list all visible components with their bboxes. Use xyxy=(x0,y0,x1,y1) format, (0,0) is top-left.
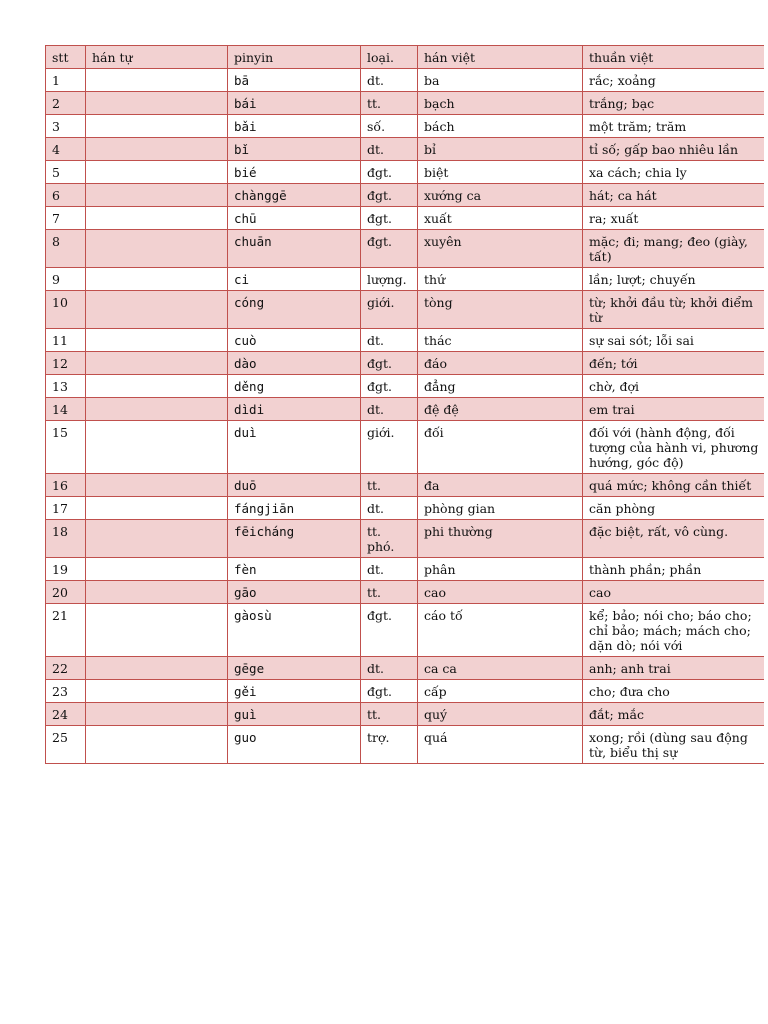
cell-han-viet: bách xyxy=(418,115,583,138)
cell-thuan-viet: sự sai sót; lỗi sai xyxy=(583,329,765,352)
table-row xyxy=(46,92,765,115)
cell-stt: 12 xyxy=(46,352,86,375)
cell-han-viet: phân xyxy=(418,558,583,581)
cell-thuan-viet: tỉ số; gấp bao nhiêu lần xyxy=(583,138,765,161)
cell-stt: 22 xyxy=(46,657,86,680)
cell-han-viet: xuyên xyxy=(418,230,583,268)
cell-han-tu xyxy=(86,657,228,680)
cell-han-viet: thứ xyxy=(418,268,583,291)
cell-thuan-viet: thành phần; phần xyxy=(583,558,765,581)
cell-han-viet: cáo tố xyxy=(418,604,583,657)
cell-han-tu xyxy=(86,69,228,92)
table-row xyxy=(46,657,765,680)
header-han-tu: hán tự xyxy=(86,46,228,69)
cell-stt: 4 xyxy=(46,138,86,161)
cell-han-viet: cao xyxy=(418,581,583,604)
cell-thuan-viet: hát; ca hát xyxy=(583,184,765,207)
cell-han-tu xyxy=(86,703,228,726)
cell-han-viet: xuất xyxy=(418,207,583,230)
cell-stt: 11 xyxy=(46,329,86,352)
cell-han-tu xyxy=(86,184,228,207)
table-row xyxy=(46,115,765,138)
table-row xyxy=(46,398,765,421)
cell-stt: 1 xyxy=(46,69,86,92)
cell-loai: dt. xyxy=(361,329,418,352)
cell-han-viet: phi thường xyxy=(418,520,583,558)
cell-loai: dt. xyxy=(361,138,418,161)
cell-han-viet: thác xyxy=(418,329,583,352)
cell-han-tu xyxy=(86,291,228,329)
cell-loai: giới. xyxy=(361,291,418,329)
table-row xyxy=(46,703,765,726)
cell-pinyin: bǐ xyxy=(228,138,361,161)
cell-thuan-viet: em trai xyxy=(583,398,765,421)
table-row xyxy=(46,138,765,161)
table-row xyxy=(46,161,765,184)
cell-han-tu xyxy=(86,115,228,138)
cell-loai: dt. xyxy=(361,657,418,680)
cell-thuan-viet: đối với (hành động, đối tượng của hành vi, phương hướng, góc độ) xyxy=(583,421,765,474)
cell-stt: 5 xyxy=(46,161,86,184)
cell-thuan-viet: rắc; xoảng xyxy=(583,69,765,92)
cell-loai: đgt. xyxy=(361,352,418,375)
table-row xyxy=(46,474,765,497)
cell-han-tu xyxy=(86,497,228,520)
cell-pinyin: chuān xyxy=(228,230,361,268)
cell-loai: đgt. xyxy=(361,207,418,230)
vocabulary-table xyxy=(45,45,764,764)
cell-han-viet: quá xyxy=(418,726,583,764)
cell-pinyin: fēicháng xyxy=(228,520,361,558)
cell-thuan-viet: kể; bảo; nói cho; báo cho; chỉ bảo; mách; mách cho; dặn dò; nói với xyxy=(583,604,765,657)
cell-loai: giới. xyxy=(361,421,418,474)
cell-thuan-viet: cho; đưa cho xyxy=(583,680,765,703)
cell-han-viet: bạch xyxy=(418,92,583,115)
cell-pinyin: duō xyxy=(228,474,361,497)
cell-thuan-viet: trắng; bạc xyxy=(583,92,765,115)
table-row xyxy=(46,680,765,703)
cell-loai: tt. xyxy=(361,703,418,726)
cell-han-viet: đệ đệ xyxy=(418,398,583,421)
cell-han-viet: biệt xyxy=(418,161,583,184)
cell-stt: 14 xyxy=(46,398,86,421)
cell-han-tu xyxy=(86,352,228,375)
cell-han-viet: bỉ xyxy=(418,138,583,161)
cell-han-tu xyxy=(86,680,228,703)
table-row xyxy=(46,497,765,520)
cell-han-viet: ca ca xyxy=(418,657,583,680)
cell-stt: 15 xyxy=(46,421,86,474)
cell-pinyin: bái xyxy=(228,92,361,115)
cell-loai: tt. phó. xyxy=(361,520,418,558)
cell-pinyin: gēge xyxy=(228,657,361,680)
cell-stt: 6 xyxy=(46,184,86,207)
cell-stt: 17 xyxy=(46,497,86,520)
cell-stt: 8 xyxy=(46,230,86,268)
cell-stt: 20 xyxy=(46,581,86,604)
header-loai: loại. xyxy=(361,46,418,69)
cell-han-viet: xướng ca xyxy=(418,184,583,207)
cell-loai: tt. xyxy=(361,474,418,497)
cell-han-tu xyxy=(86,375,228,398)
cell-pinyin: bā xyxy=(228,69,361,92)
cell-han-viet: tòng xyxy=(418,291,583,329)
cell-stt: 16 xyxy=(46,474,86,497)
cell-thuan-viet: anh; anh trai xyxy=(583,657,765,680)
cell-loai: đgt. xyxy=(361,604,418,657)
cell-han-tu xyxy=(86,581,228,604)
table-row xyxy=(46,291,765,329)
table-row xyxy=(46,581,765,604)
cell-han-tu xyxy=(86,474,228,497)
cell-stt: 7 xyxy=(46,207,86,230)
cell-pinyin: gāo xyxy=(228,581,361,604)
cell-pinyin: chànggē xyxy=(228,184,361,207)
cell-stt: 9 xyxy=(46,268,86,291)
cell-thuan-viet: chờ, đợi xyxy=(583,375,765,398)
cell-pinyin: ci xyxy=(228,268,361,291)
cell-han-tu xyxy=(86,329,228,352)
cell-loai: trợ. xyxy=(361,726,418,764)
cell-pinyin: gěi xyxy=(228,680,361,703)
cell-thuan-viet: từ; khởi đầu từ; khởi điểm từ xyxy=(583,291,765,329)
cell-thuan-viet: ra; xuất xyxy=(583,207,765,230)
table-row xyxy=(46,184,765,207)
cell-stt: 25 xyxy=(46,726,86,764)
cell-thuan-viet: quá mức; không cần thiết xyxy=(583,474,765,497)
cell-han-tu xyxy=(86,421,228,474)
cell-thuan-viet: căn phòng xyxy=(583,497,765,520)
cell-pinyin: gàosù xyxy=(228,604,361,657)
cell-han-viet: đa xyxy=(418,474,583,497)
cell-han-tu xyxy=(86,268,228,291)
cell-han-tu xyxy=(86,520,228,558)
cell-pinyin: bié xyxy=(228,161,361,184)
cell-han-tu xyxy=(86,230,228,268)
cell-loai: đgt. xyxy=(361,184,418,207)
cell-stt: 24 xyxy=(46,703,86,726)
table-row xyxy=(46,726,765,764)
table-row xyxy=(46,329,765,352)
table-body xyxy=(46,69,765,764)
cell-han-viet: đẳng xyxy=(418,375,583,398)
table-row xyxy=(46,268,765,291)
table-row xyxy=(46,375,765,398)
header-han-viet: hán việt xyxy=(418,46,583,69)
vocabulary-page xyxy=(45,45,764,963)
table-row xyxy=(46,230,765,268)
cell-han-tu xyxy=(86,398,228,421)
cell-thuan-viet: xa cách; chia ly xyxy=(583,161,765,184)
cell-loai: tt. xyxy=(361,581,418,604)
cell-pinyin: chū xyxy=(228,207,361,230)
cell-loai: đgt. xyxy=(361,230,418,268)
cell-han-tu xyxy=(86,726,228,764)
table-row xyxy=(46,520,765,558)
cell-pinyin: guo xyxy=(228,726,361,764)
header-thuan-viet: thuần việt xyxy=(583,46,765,69)
cell-stt: 18 xyxy=(46,520,86,558)
cell-stt: 23 xyxy=(46,680,86,703)
cell-loai: dt. xyxy=(361,398,418,421)
cell-loai: dt. xyxy=(361,497,418,520)
cell-thuan-viet: mặc; đi; mang; đeo (giày, tất) xyxy=(583,230,765,268)
cell-han-tu xyxy=(86,604,228,657)
cell-thuan-viet: xong; rồi (dùng sau động từ, biểu thị sự xyxy=(583,726,765,764)
cell-han-viet: đối xyxy=(418,421,583,474)
cell-pinyin: cuò xyxy=(228,329,361,352)
header-pinyin: pinyin xyxy=(228,46,361,69)
cell-pinyin: duì xyxy=(228,421,361,474)
cell-han-tu xyxy=(86,92,228,115)
cell-han-viet: phòng gian xyxy=(418,497,583,520)
cell-loai: đgt. xyxy=(361,680,418,703)
cell-loai: số. xyxy=(361,115,418,138)
cell-loai: đgt. xyxy=(361,375,418,398)
table-row xyxy=(46,352,765,375)
cell-stt: 3 xyxy=(46,115,86,138)
cell-pinyin: děng xyxy=(228,375,361,398)
cell-han-tu xyxy=(86,161,228,184)
table-row xyxy=(46,69,765,92)
cell-stt: 19 xyxy=(46,558,86,581)
cell-loai: dt. xyxy=(361,69,418,92)
cell-loai: tt. xyxy=(361,92,418,115)
cell-han-viet: đáo xyxy=(418,352,583,375)
table-row xyxy=(46,558,765,581)
cell-han-tu xyxy=(86,207,228,230)
cell-thuan-viet: một trăm; trăm xyxy=(583,115,765,138)
cell-stt: 13 xyxy=(46,375,86,398)
table-row xyxy=(46,604,765,657)
cell-thuan-viet: cao xyxy=(583,581,765,604)
cell-pinyin: guì xyxy=(228,703,361,726)
cell-han-tu xyxy=(86,558,228,581)
cell-han-viet: quý xyxy=(418,703,583,726)
cell-han-tu xyxy=(86,138,228,161)
cell-han-viet: cấp xyxy=(418,680,583,703)
cell-loai: dt. xyxy=(361,558,418,581)
header-stt: stt xyxy=(46,46,86,69)
cell-thuan-viet: đến; tới xyxy=(583,352,765,375)
cell-thuan-viet: đặc biệt, rất, vô cùng. xyxy=(583,520,765,558)
cell-pinyin: fángjiān xyxy=(228,497,361,520)
cell-stt: 21 xyxy=(46,604,86,657)
cell-pinyin: cóng xyxy=(228,291,361,329)
cell-thuan-viet: lần; lượt; chuyến xyxy=(583,268,765,291)
cell-pinyin: fèn xyxy=(228,558,361,581)
table-header-row xyxy=(46,46,765,69)
cell-loai: đgt. xyxy=(361,161,418,184)
cell-pinyin: dào xyxy=(228,352,361,375)
table-row xyxy=(46,421,765,474)
cell-stt: 2 xyxy=(46,92,86,115)
cell-han-viet: ba xyxy=(418,69,583,92)
cell-pinyin: dìdi xyxy=(228,398,361,421)
table-row xyxy=(46,207,765,230)
cell-loai: lượng. xyxy=(361,268,418,291)
cell-thuan-viet: đắt; mắc xyxy=(583,703,765,726)
cell-stt: 10 xyxy=(46,291,86,329)
cell-pinyin: bǎi xyxy=(228,115,361,138)
